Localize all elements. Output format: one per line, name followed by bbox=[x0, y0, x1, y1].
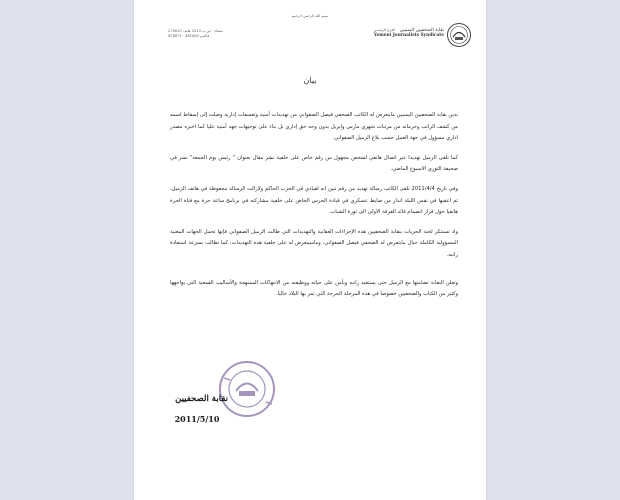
paragraph: وفي تاريخ 2011/4/4 تلقى الكاتب رسالة تهديد من رقم تبين انه لقيادي في الحزب الحاكم ولازالت الرسالة محفوظة في هاتف الزميل، ثم اعقبها في نفس الليلة انذار من ضابط عسكري في قيادة الحرس الخاص على خلفية مشاركته في برنامج ساعة حرة مع قناة الحرة هاتفيا حول قرار انضمام قائد الفرقة الاولى الى ثورة الشباب. bbox=[170, 185, 458, 216]
header-org-block bbox=[374, 28, 444, 38]
contact-line: فاكس 481663 - 474871 bbox=[168, 34, 210, 38]
syndicate-logo-icon bbox=[446, 22, 472, 48]
statement-body bbox=[170, 110, 458, 309]
document-page bbox=[134, 0, 486, 500]
org-name-arabic: نقابة الصحفيين اليمنيين الفرع الرئيسي bbox=[373, 28, 444, 33]
header-contact-block bbox=[168, 29, 223, 39]
org-name-english: Yemeni Journalists Syndicate bbox=[373, 33, 444, 38]
bismillah-header: بسم الله الرحمن الرحيم bbox=[291, 14, 329, 18]
statement-title: بيان bbox=[303, 76, 317, 85]
signature-date: 2011/5/10 bbox=[174, 414, 220, 424]
paragraph: وتعلن النقابة تضامنها مع الزميل حتى يستعيد راتبه ويأمن على حياته ووظيفته من الانتهاكات الممنهجة والأساليب القمعية التي يواجهها وكثير من الكتاب والصحفيين خصوصا في هذه المرحلة الحرجة التي تمر بها البلاد حاليا. bbox=[170, 279, 458, 298]
paragraph: واذ تستنكر لجنة الحريات بنقابة الصحفيين هذه الإجراءات العقابية والتهديدات التي طالت الزميل الصفواني فإنها تحمل الجهات المعنية المسؤولية الكاملة حيال مايتعرض له الصحفي فيصل الصفواني، وماسيتعرض له على خلفية هذه التهديدات، كما تطالب بسرعة استعادة راتبه. bbox=[170, 228, 458, 258]
paragraph: كما تلقى الزميل تهديدا عبر اتصال هاتفي لشخص مجهول من رقم خاص على خلفية نشر مقال بعنوان " رئيس يوم الجمعة" نشر في صحيفة الثوري الاسبوع الماضي. bbox=[170, 154, 458, 173]
paragraph: تدين نقابة الصحفيين اليمنيين مايتعرض له الكاتب الصحفي فيصل الصفواني من تهديدات أمنية وتعسفات إدارية وصلت إلى إسقاط اسمه من كشف الراتب وحرمانه من مرتبات شهري مارس وابريل بدون وجه حق إداري بل بناء على توجيهات جهة أمنية عليا كما اخبره مصدر اداري مسؤول في جهة العمل حسب بلاغ الزميل الصفواني. bbox=[170, 112, 458, 142]
signature-org: نقابة الصحفيين bbox=[175, 394, 228, 404]
address-line: صنعاء - ص.ب 3213 هاتف 278025 bbox=[168, 29, 224, 33]
signature-block bbox=[166, 394, 228, 424]
